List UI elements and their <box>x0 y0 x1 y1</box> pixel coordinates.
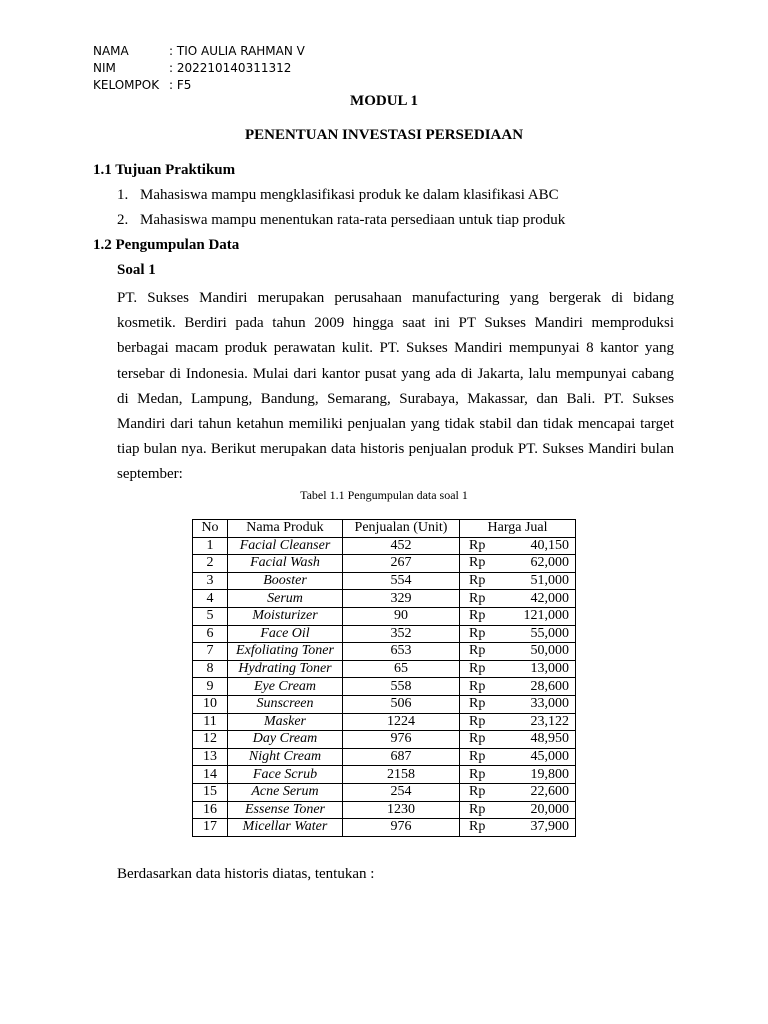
price-value: 23,122 <box>530 713 569 729</box>
objective-item <box>117 187 559 204</box>
cell-price <box>460 537 576 555</box>
cell-no: 5 <box>193 607 228 625</box>
currency-label: Rp <box>469 749 486 765</box>
table-row <box>193 625 576 643</box>
cell-product-name: Serum <box>228 590 343 608</box>
cell-price <box>460 819 576 837</box>
cell-units: 65 <box>343 660 460 678</box>
nama-label: NAMA <box>93 44 129 58</box>
currency-label: Rp <box>469 819 486 835</box>
cell-product-name: Night Cream <box>228 748 343 766</box>
price-value: 48,950 <box>530 731 569 747</box>
cell-units: 976 <box>343 731 460 749</box>
cell-product-name: Micellar Water <box>228 819 343 837</box>
cell-product-name: Sunscreen <box>228 695 343 713</box>
cell-units: 1224 <box>343 713 460 731</box>
price-value: 33,000 <box>530 696 569 712</box>
price-value: 45,000 <box>530 749 569 765</box>
table-row <box>193 537 576 555</box>
cell-product-name: Exfoliating Toner <box>228 643 343 661</box>
table-row <box>193 660 576 678</box>
price-value: 42,000 <box>530 590 569 606</box>
cell-units: 1230 <box>343 801 460 819</box>
price-value: 37,900 <box>530 819 569 835</box>
closing-text: Berdasarkan data historis diatas, tentukan : <box>117 866 375 882</box>
cell-price <box>460 713 576 731</box>
cell-product-name: Masker <box>228 713 343 731</box>
student-info <box>93 43 305 94</box>
cell-product-name: Acne Serum <box>228 783 343 801</box>
cell-no: 2 <box>193 555 228 573</box>
cell-price <box>460 731 576 749</box>
case-paragraph: PT. Sukses Mandiri merupakan perusahaan manufacturing yang bergerak di bidang kosmetik. Berdiri pada tahun 2009 hingga saat ini PT Sukses Mandiri memproduksi berbagai macam produk perawatan kulit. PT. Sukses Mandiri mempunyai 8 kantor yang tersebar di Indonesia. Mulai dari kantor pusat yang ada di Jakarta, lalu mempunyai cabang di Medan, Lampung, Bandung, Semarang, Surabaya, Makassar, dan Bali. PT. Sukses Mandiri dari tahun ketahun memiliki penjualan yang tidak stabil dan tidak mencapai target tiap bulan nya. Berikut merupakan data historis penjualan produk PT. Sukses Mandiri bulan september: <box>117 290 674 483</box>
cell-no: 1 <box>193 537 228 555</box>
table-row <box>193 801 576 819</box>
cell-no: 14 <box>193 766 228 784</box>
table-row <box>193 590 576 608</box>
section-heading-tujuan: 1.1 Tujuan Praktikum <box>93 162 236 178</box>
table-row <box>193 766 576 784</box>
nama-value: : TIO AULIA RAHMAN V <box>169 44 305 58</box>
cell-no: 4 <box>193 590 228 608</box>
header-product-name: Nama Produk <box>228 520 343 538</box>
objective-text: Mahasiswa mampu menentukan rata-rata persediaan untuk tiap produk <box>140 212 566 228</box>
table-row <box>193 643 576 661</box>
cell-units: 687 <box>343 748 460 766</box>
cell-units: 329 <box>343 590 460 608</box>
cell-units: 2158 <box>343 766 460 784</box>
price-value: 20,000 <box>530 801 569 817</box>
table-caption: Tabel 1.1 Pengumpulan data soal 1 <box>300 488 468 502</box>
soal-heading: Soal 1 <box>117 262 156 278</box>
table-row <box>193 819 576 837</box>
currency-label: Rp <box>469 766 486 782</box>
cell-product-name: Booster <box>228 572 343 590</box>
price-value: 51,000 <box>530 573 569 589</box>
cell-units: 653 <box>343 643 460 661</box>
nim-label: NIM <box>93 61 116 75</box>
table-row <box>193 607 576 625</box>
table-row <box>193 678 576 696</box>
objective-number: 1. <box>117 187 129 203</box>
table-row <box>193 783 576 801</box>
cell-price <box>460 783 576 801</box>
header-no: No <box>193 520 228 538</box>
currency-label: Rp <box>469 678 486 694</box>
kelompok-label: KELOMPOK <box>93 78 160 92</box>
objective-item <box>117 212 565 229</box>
cell-no: 3 <box>193 572 228 590</box>
cell-price <box>460 748 576 766</box>
kelompok-row <box>93 77 305 94</box>
cell-units: 352 <box>343 625 460 643</box>
cell-product-name: Day Cream <box>228 731 343 749</box>
price-value: 121,000 <box>523 608 569 624</box>
module-title: MODUL 1 <box>350 93 418 109</box>
cell-no: 12 <box>193 731 228 749</box>
table-row <box>193 572 576 590</box>
price-value: 28,600 <box>530 678 569 694</box>
price-value: 13,000 <box>530 661 569 677</box>
sales-data-table <box>192 519 576 837</box>
currency-label: Rp <box>469 801 486 817</box>
currency-label: Rp <box>469 643 486 659</box>
price-value: 40,150 <box>530 537 569 553</box>
currency-label: Rp <box>469 696 486 712</box>
cell-price <box>460 625 576 643</box>
cell-no: 11 <box>193 713 228 731</box>
nim-row <box>93 60 305 77</box>
price-value: 22,600 <box>530 784 569 800</box>
table-row <box>193 731 576 749</box>
section-heading-pengumpulan: 1.2 Pengumpulan Data <box>93 237 240 253</box>
cell-price <box>460 590 576 608</box>
cell-price <box>460 801 576 819</box>
cell-no: 8 <box>193 660 228 678</box>
nim-value: : 202210140311312 <box>169 61 292 75</box>
cell-price <box>460 643 576 661</box>
cell-no: 13 <box>193 748 228 766</box>
header-units: Penjualan (Unit) <box>343 520 460 538</box>
cell-product-name: Hydrating Toner <box>228 660 343 678</box>
cell-units: 554 <box>343 572 460 590</box>
cell-price <box>460 607 576 625</box>
cell-no: 7 <box>193 643 228 661</box>
currency-label: Rp <box>469 555 486 571</box>
cell-units: 506 <box>343 695 460 713</box>
table-header-row <box>193 520 576 538</box>
cell-no: 17 <box>193 819 228 837</box>
price-value: 62,000 <box>530 555 569 571</box>
cell-no: 15 <box>193 783 228 801</box>
cell-product-name: Facial Cleanser <box>228 537 343 555</box>
module-subtitle: PENENTUAN INVESTASI PERSEDIAAN <box>244 127 524 143</box>
currency-label: Rp <box>469 537 486 553</box>
cell-price <box>460 678 576 696</box>
objective-text: Mahasiswa mampu mengklasifikasi produk ke dalam klasifikasi ABC <box>140 187 559 203</box>
cell-no: 10 <box>193 695 228 713</box>
cell-units: 90 <box>343 607 460 625</box>
cell-units: 452 <box>343 537 460 555</box>
cell-product-name: Essense Toner <box>228 801 343 819</box>
currency-label: Rp <box>469 608 486 624</box>
price-value: 50,000 <box>530 643 569 659</box>
cell-product-name: Face Oil <box>228 625 343 643</box>
kelompok-value: : F5 <box>169 78 192 92</box>
table-row <box>193 748 576 766</box>
currency-label: Rp <box>469 713 486 729</box>
currency-label: Rp <box>469 573 486 589</box>
cell-units: 254 <box>343 783 460 801</box>
cell-units: 558 <box>343 678 460 696</box>
cell-product-name: Eye Cream <box>228 678 343 696</box>
cell-units: 267 <box>343 555 460 573</box>
cell-product-name: Facial Wash <box>228 555 343 573</box>
cell-no: 9 <box>193 678 228 696</box>
cell-price <box>460 766 576 784</box>
cell-no: 16 <box>193 801 228 819</box>
cell-price <box>460 572 576 590</box>
currency-label: Rp <box>469 661 486 677</box>
cell-product-name: Moisturizer <box>228 607 343 625</box>
currency-label: Rp <box>469 784 486 800</box>
nama-row <box>93 43 305 60</box>
table-row <box>193 713 576 731</box>
table-row <box>193 555 576 573</box>
cell-price <box>460 695 576 713</box>
cell-product-name: Face Scrub <box>228 766 343 784</box>
price-value: 55,000 <box>530 625 569 641</box>
objective-number: 2. <box>117 212 129 228</box>
currency-label: Rp <box>469 590 486 606</box>
cell-price <box>460 555 576 573</box>
price-value: 19,800 <box>530 766 569 782</box>
header-price: Harga Jual <box>460 520 576 538</box>
currency-label: Rp <box>469 625 486 641</box>
cell-units: 976 <box>343 819 460 837</box>
cell-no: 6 <box>193 625 228 643</box>
currency-label: Rp <box>469 731 486 747</box>
table-row <box>193 695 576 713</box>
cell-price <box>460 660 576 678</box>
